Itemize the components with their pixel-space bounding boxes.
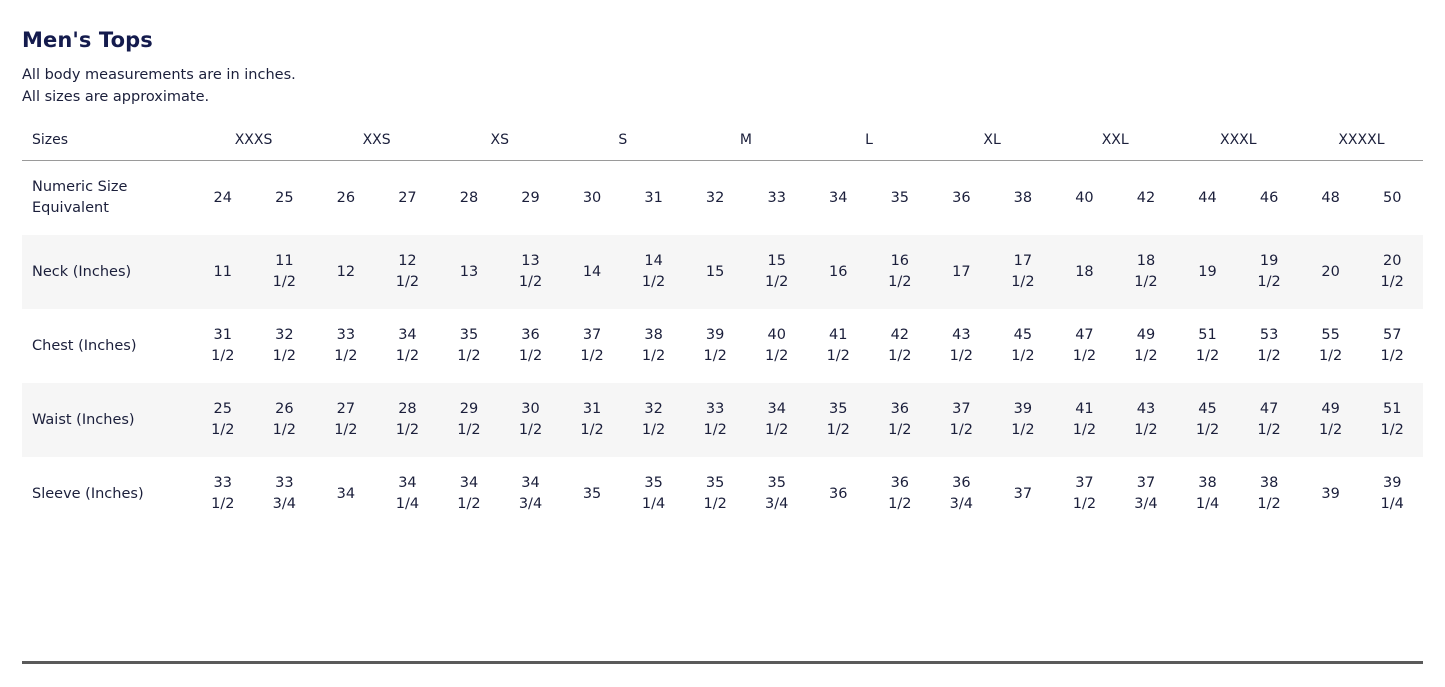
row-label: Neck (Inches): [22, 235, 192, 309]
row-label: Chest (Inches): [22, 309, 192, 383]
measurement-cell: 43 1/2: [931, 309, 993, 383]
column-header-sizes: Sizes: [22, 126, 192, 161]
column-header-size-xl: XL: [931, 126, 1054, 161]
measurement-cell: 19 1/2: [1238, 235, 1300, 309]
measurement-cell: 11: [192, 235, 254, 309]
measurement-cell: 16 1/2: [869, 235, 931, 309]
measurement-cell: 18: [1054, 235, 1116, 309]
measurement-cell: 55 1/2: [1300, 309, 1362, 383]
measurement-cell: 18 1/2: [1115, 235, 1177, 309]
measurement-cell: 37 1/2: [931, 383, 993, 457]
measurement-cell: 30: [561, 161, 623, 236]
table-head: [22, 126, 1423, 161]
measurement-cell: 37 3/4: [1115, 457, 1177, 531]
bottom-divider: [22, 661, 1423, 664]
table-row: [22, 161, 1423, 236]
measurement-cell: 33: [746, 161, 808, 236]
measurement-cell: 37 1/2: [1054, 457, 1116, 531]
measurement-cell: 49 1/2: [1300, 383, 1362, 457]
measurement-cell: 39 1/2: [992, 383, 1054, 457]
column-header-size-xxl: XXL: [1054, 126, 1177, 161]
measurement-cell: 35 1/2: [807, 383, 869, 457]
column-header-size-xxxl: XXXL: [1177, 126, 1300, 161]
measurement-cell: 36 3/4: [931, 457, 993, 531]
measurement-cell: 38: [992, 161, 1054, 236]
measurement-cell: 31: [623, 161, 685, 236]
measurement-cell: 15 1/2: [746, 235, 808, 309]
subtitle-line-1: All body measurements are in inches.: [22, 67, 296, 83]
measurement-cell: 57 1/2: [1361, 309, 1423, 383]
table-row: [22, 235, 1423, 309]
measurement-cell: 43 1/2: [1115, 383, 1177, 457]
measurement-cell: 28: [438, 161, 500, 236]
measurement-cell: 33 1/2: [192, 457, 254, 531]
measurement-cell: 26: [315, 161, 377, 236]
measurement-cell: 34 1/2: [377, 309, 439, 383]
measurement-cell: 25: [254, 161, 316, 236]
measurement-cell: 36 1/2: [500, 309, 562, 383]
measurement-cell: 12 1/2: [377, 235, 439, 309]
column-header-size-xs: XS: [438, 126, 561, 161]
measurement-cell: 17: [931, 235, 993, 309]
measurement-cell: 34 1/2: [746, 383, 808, 457]
measurement-cell: 39 1/4: [1361, 457, 1423, 531]
measurement-cell: 34: [807, 161, 869, 236]
column-header-size-xxs: XXS: [315, 126, 438, 161]
size-chart-table: [22, 126, 1423, 531]
measurement-cell: 47 1/2: [1238, 383, 1300, 457]
measurement-cell: 50: [1361, 161, 1423, 236]
measurement-cell: 44: [1177, 161, 1239, 236]
measurement-cell: 33 3/4: [254, 457, 316, 531]
measurement-cell: 13 1/2: [500, 235, 562, 309]
measurement-cell: 45 1/2: [992, 309, 1054, 383]
measurement-cell: 32 1/2: [254, 309, 316, 383]
column-header-size-xxxxl: XXXXL: [1300, 126, 1423, 161]
measurement-cell: 31 1/2: [561, 383, 623, 457]
measurement-cell: 35 3/4: [746, 457, 808, 531]
measurement-cell: 36 1/2: [869, 457, 931, 531]
measurement-cell: 29 1/2: [438, 383, 500, 457]
measurement-cell: 38 1/2: [1238, 457, 1300, 531]
measurement-cell: 41 1/2: [807, 309, 869, 383]
table-body: [22, 161, 1423, 532]
page-subtitle: [22, 64, 1423, 108]
table-row: [22, 457, 1423, 531]
table-header-row: [22, 126, 1423, 161]
measurement-cell: 39: [1300, 457, 1362, 531]
measurement-cell: 40 1/2: [746, 309, 808, 383]
measurement-cell: 51 1/2: [1361, 383, 1423, 457]
measurement-cell: 15: [684, 235, 746, 309]
measurement-cell: 37: [992, 457, 1054, 531]
measurement-cell: 14 1/2: [623, 235, 685, 309]
column-header-size-l: L: [807, 126, 930, 161]
column-header-size-m: M: [684, 126, 807, 161]
measurement-cell: 33 1/2: [315, 309, 377, 383]
measurement-cell: 35: [561, 457, 623, 531]
row-label: Numeric Size Equivalent: [22, 161, 192, 236]
measurement-cell: 32 1/2: [623, 383, 685, 457]
measurement-cell: 49 1/2: [1115, 309, 1177, 383]
column-header-size-s: S: [561, 126, 684, 161]
measurement-cell: 20 1/2: [1361, 235, 1423, 309]
measurement-cell: 36 1/2: [869, 383, 931, 457]
measurement-cell: 24: [192, 161, 254, 236]
measurement-cell: 35 1/4: [623, 457, 685, 531]
measurement-cell: 36: [807, 457, 869, 531]
table-row: [22, 383, 1423, 457]
measurement-cell: 47 1/2: [1054, 309, 1116, 383]
measurement-cell: 42: [1115, 161, 1177, 236]
measurement-cell: 38 1/4: [1177, 457, 1239, 531]
table-row: [22, 309, 1423, 383]
measurement-cell: 20: [1300, 235, 1362, 309]
measurement-cell: 35 1/2: [438, 309, 500, 383]
measurement-cell: 19: [1177, 235, 1239, 309]
measurement-cell: 35: [869, 161, 931, 236]
measurement-cell: 41 1/2: [1054, 383, 1116, 457]
measurement-cell: 34: [315, 457, 377, 531]
row-label: Sleeve (Inches): [22, 457, 192, 531]
measurement-cell: 38 1/2: [623, 309, 685, 383]
measurement-cell: 28 1/2: [377, 383, 439, 457]
measurement-cell: 45 1/2: [1177, 383, 1239, 457]
measurement-cell: 27 1/2: [315, 383, 377, 457]
subtitle-line-2: All sizes are approximate.: [22, 89, 210, 105]
measurement-cell: 16: [807, 235, 869, 309]
measurement-cell: 42 1/2: [869, 309, 931, 383]
measurement-cell: 13: [438, 235, 500, 309]
measurement-cell: 34 1/4: [377, 457, 439, 531]
measurement-cell: 46: [1238, 161, 1300, 236]
measurement-cell: 34 3/4: [500, 457, 562, 531]
measurement-cell: 31 1/2: [192, 309, 254, 383]
measurement-cell: 51 1/2: [1177, 309, 1239, 383]
measurement-cell: 32: [684, 161, 746, 236]
measurement-cell: 37 1/2: [561, 309, 623, 383]
measurement-cell: 30 1/2: [500, 383, 562, 457]
measurement-cell: 12: [315, 235, 377, 309]
column-header-size-xxxs: XXXS: [192, 126, 315, 161]
measurement-cell: 39 1/2: [684, 309, 746, 383]
measurement-cell: 36: [931, 161, 993, 236]
measurement-cell: 48: [1300, 161, 1362, 236]
measurement-cell: 27: [377, 161, 439, 236]
measurement-cell: 14: [561, 235, 623, 309]
page-title: Men's Tops: [22, 28, 153, 52]
measurement-cell: 26 1/2: [254, 383, 316, 457]
measurement-cell: 53 1/2: [1238, 309, 1300, 383]
measurement-cell: 25 1/2: [192, 383, 254, 457]
measurement-cell: 29: [500, 161, 562, 236]
row-label: Waist (Inches): [22, 383, 192, 457]
measurement-cell: 11 1/2: [254, 235, 316, 309]
measurement-cell: 35 1/2: [684, 457, 746, 531]
measurement-cell: 34 1/2: [438, 457, 500, 531]
measurement-cell: 33 1/2: [684, 383, 746, 457]
measurement-cell: 40: [1054, 161, 1116, 236]
measurement-cell: 17 1/2: [992, 235, 1054, 309]
